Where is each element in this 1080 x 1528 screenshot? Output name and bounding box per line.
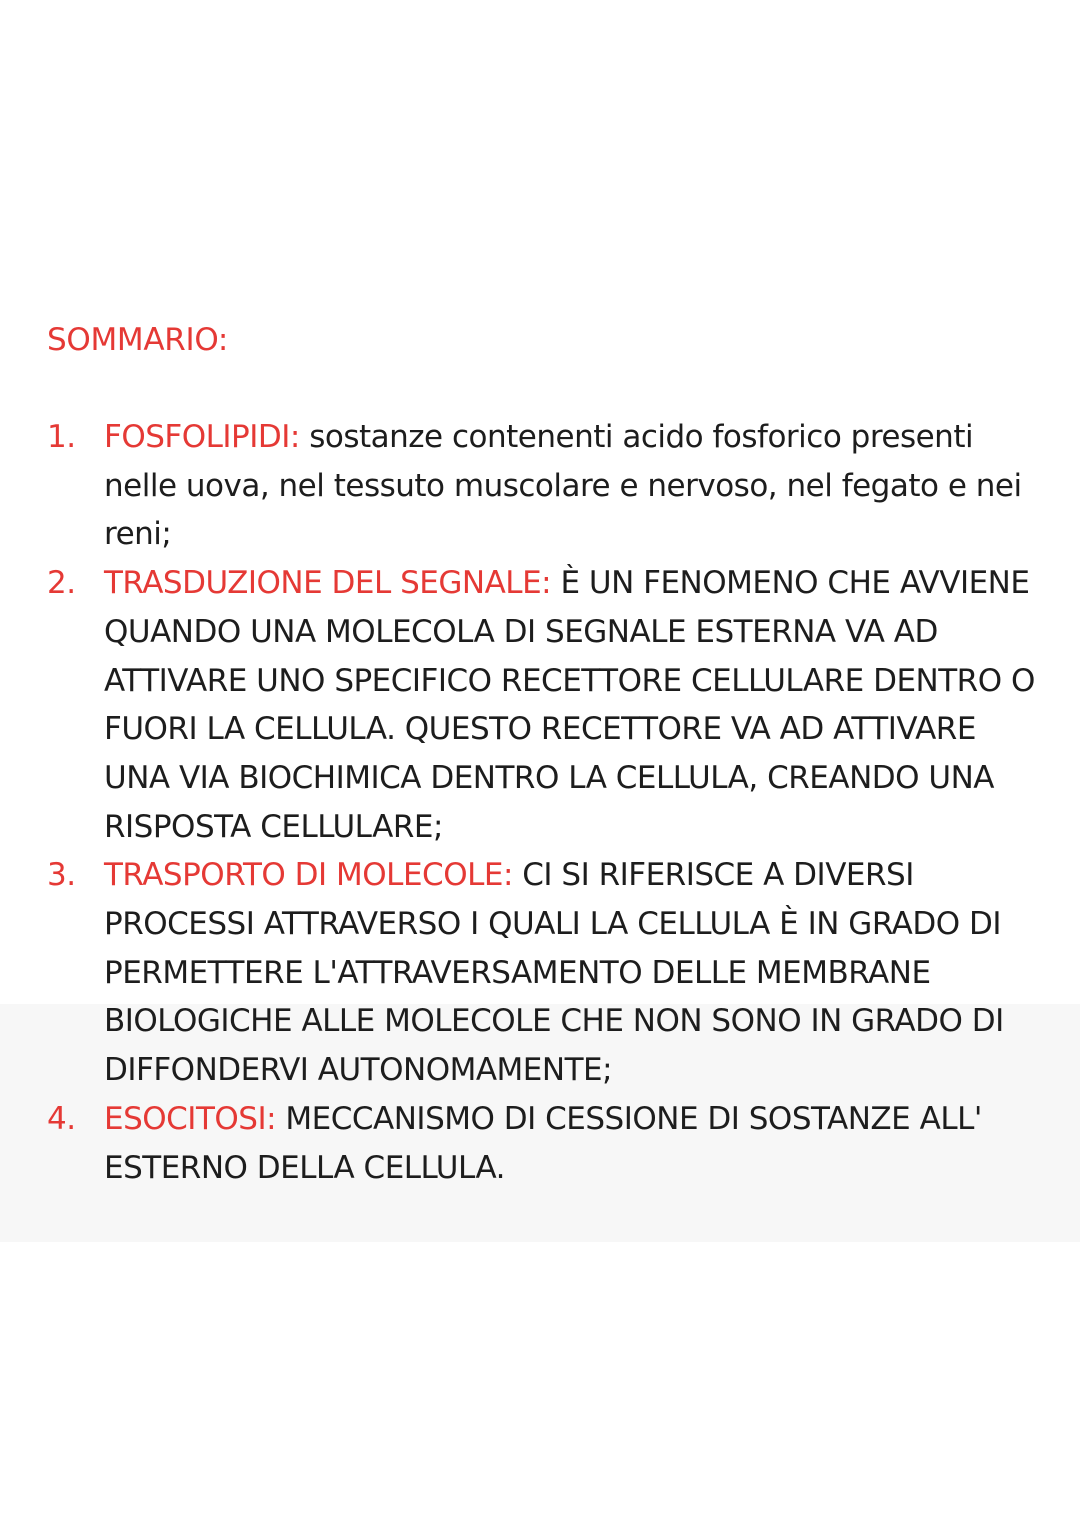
- list-item-number: 1.: [47, 419, 76, 455]
- list-item-text: MECCANISMO DI CESSIONE DI SOSTANZE ALL' ESTERNO DELLA CELLULA.: [104, 1100, 982, 1186]
- list-item-text: È UN FENOMENO CHE AVVIENE QUANDO UNA MOLECOLA DI SEGNALE ESTERNA VA AD ATTIVARE UNO SPECIFICO RECETTORE CELLULARE DENTRO O FUORI LA CELLULA. QUESTO RECETTORE VA AD ATTIVARE UNA VIA BIOCHIMICA DENTRO LA CELLULA, CREANDO UNA RISPOSTA CELLULARE;: [104, 565, 1035, 845]
- list-item-4: [47, 1095, 1037, 1192]
- list-item-number: 4.: [47, 1100, 76, 1137]
- summary-list: [47, 413, 1037, 1192]
- list-item-number: 3.: [47, 857, 76, 894]
- list-item-text: sostanze contenenti acido fosforico presenti nelle uova, nel tessuto muscolare e nervoso, nel fegato e nei reni;: [104, 419, 1022, 553]
- list-item-term: ESOCITOSI:: [104, 1100, 277, 1137]
- document-title: SOMMARIO:: [47, 322, 229, 358]
- list-item-term: TRASDUZIONE DEL SEGNALE:: [104, 565, 552, 602]
- list-item-3: [47, 851, 1037, 1095]
- list-item-1: [47, 413, 1037, 559]
- list-item-2: [47, 559, 1037, 851]
- list-item-text: CI SI RIFERISCE A DIVERSI PROCESSI ATTRAVERSO I QUALI LA CELLULA È IN GRADO DI PERMETTERE L'ATTRAVERSAMENTO DELLE MEMBRANE BIOLOGICHE ALLE MOLECOLE CHE NON SONO IN GRADO DI DIFFONDERVI AUTONOMAMENTE;: [104, 857, 1004, 1089]
- list-item-term: TRASPORTO DI MOLECOLE:: [104, 857, 513, 894]
- document-body: [47, 316, 1037, 1192]
- list-item-term: FOSFOLIPIDI:: [104, 419, 300, 455]
- list-item-number: 2.: [47, 565, 76, 602]
